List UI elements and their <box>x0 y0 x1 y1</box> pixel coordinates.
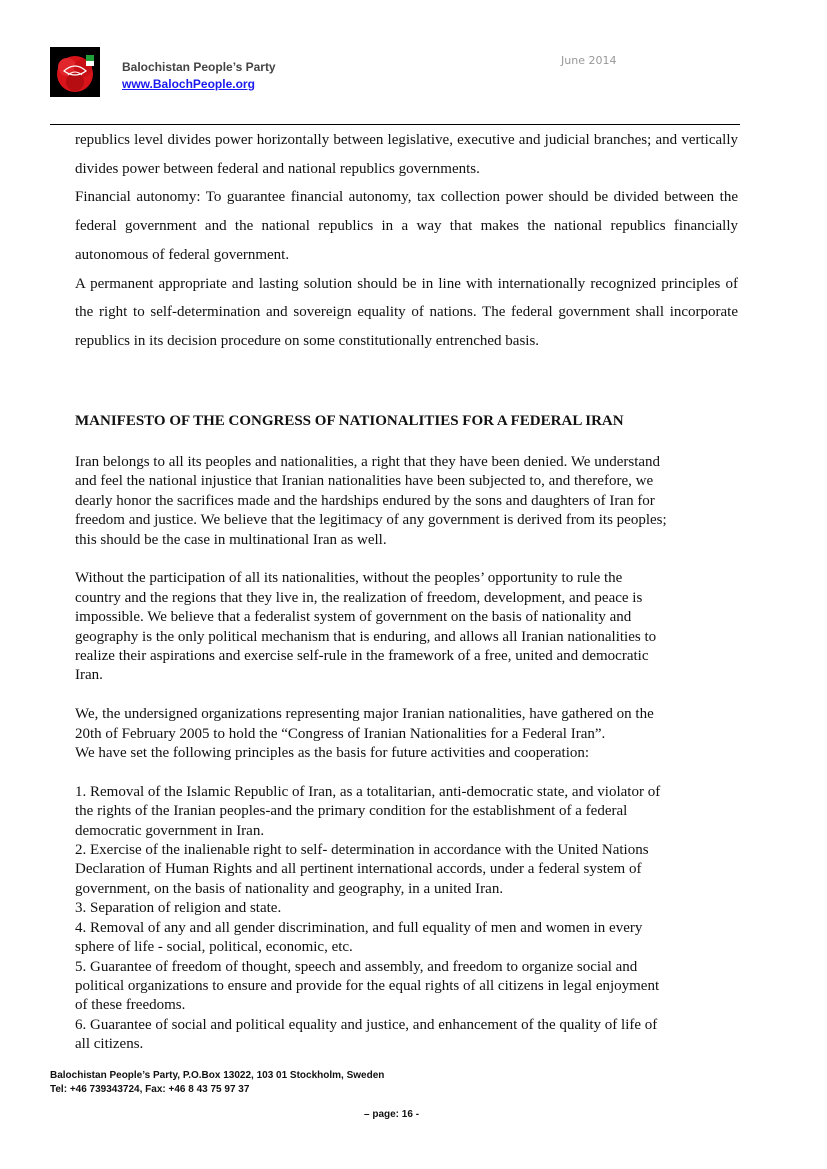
text-line: realize their aspirations and exercise self-rule in the framework of a free, united and democratic <box>75 648 649 665</box>
text-line: 20th of February 2005 to hold the “Congress of Iranian Nationalities for a Federal Iran”. <box>75 725 606 742</box>
document-date: June 2014 <box>561 54 617 67</box>
manifesto-body <box>75 453 755 1055</box>
header-divider <box>50 124 740 125</box>
text-line: geography is the only political mechanism that is enduring, and allows all Iranian nationalities to <box>75 628 657 645</box>
principle-line: 6. Guarantee of social and political equality and justice, and enhancement of the quality of life of <box>75 1016 658 1033</box>
text-line: impossible. We believe that a federalist system of government on the basis of nationality and <box>75 609 632 626</box>
principle-line: 4. Removal of any and all gender discrimination, and full equality of men and women in every <box>75 919 643 936</box>
text-line: Iran. <box>75 667 103 684</box>
page-footer <box>50 1069 384 1097</box>
text-line: We, the undersigned organizations representing major Iranian nationalities, have gathered on the <box>75 706 654 723</box>
intro-text <box>75 126 738 356</box>
text-line: and feel the national injustice that Iranian nationalities have been subjected to, and therefore, we <box>75 473 654 490</box>
principle-line: of these freedoms. <box>75 997 186 1014</box>
text-line: this should be the case in multinational Iran as well. <box>75 531 387 548</box>
principle-line: government, on the basis of nationality and geography, in a united Iran. <box>75 880 504 897</box>
text-line: freedom and justice. We believe that the legitimacy of any government is derived from its peoples; <box>75 512 667 529</box>
principle-line: all citizens. <box>75 1036 144 1053</box>
footer-address: Balochistan People’s Party, P.O.Box 13022, 103 01 Stockholm, Sweden <box>50 1070 385 1081</box>
intro-paragraph: Financial autonomy: To guarantee financial autonomy, tax collection power should be divided between the federal government and the national republics in a way that makes the national republics financially autonomous of federal government. <box>75 189 738 263</box>
text-line: dearly honor the sacrifices made and the hardships endured by the sons and daughters of Iran for <box>75 492 655 509</box>
principle-line: democratic government in Iran. <box>75 822 265 839</box>
principle-line: 1. Removal of the Islamic Republic of Iran, as a totalitarian, anti-democratic state, and violator of <box>75 783 661 800</box>
page-number: – page: 16 - <box>364 1109 420 1120</box>
manifesto-title: MANIFESTO OF THE CONGRESS OF NATIONALITIES FOR A FEDERAL IRAN <box>75 413 624 429</box>
org-name: Balochistan People’s Party <box>122 60 276 74</box>
org-website-link[interactable]: www.BalochPeople.org <box>122 77 255 91</box>
principle-line: Declaration of Human Rights and all pertinent international accords, under a federal system of <box>75 861 642 878</box>
principle-line: 3. Separation of religion and state. <box>75 900 282 917</box>
principle-line: political organizations to ensure and provide for the equal rights of all citizens in legal enjoyment <box>75 977 660 994</box>
principle-line: 2. Exercise of the inalienable right to self- determination in accordance with the United Nations <box>75 842 649 859</box>
text-line: We have set the following principles as the basis for future activities and cooperation: <box>75 745 590 762</box>
intro-paragraph: republics level divides power horizontally between legislative, executive and judicial branches; and vertically divides power between federal and national republics governments. <box>75 132 738 177</box>
party-logo <box>50 47 100 97</box>
footer-contact: Tel: +46 739343724, Fax: +46 8 43 75 97 37 <box>50 1084 250 1095</box>
text-line: Without the participation of all its nationalities, without the peoples’ opportunity to rule the <box>75 570 623 587</box>
principle-line: 5. Guarantee of freedom of thought, speech and assembly, and freedom to organize social and <box>75 958 638 975</box>
text-line: Iran belongs to all its peoples and nationalities, a right that they have been denied. We understand <box>75 454 661 470</box>
principle-line: sphere of life - social, political, economic, etc. <box>75 939 353 956</box>
intro-paragraph: A permanent appropriate and lasting solution should be in line with internationally recognized principles of the right to self-determination and sovereign equality of nations. The federal government shall incorporate republics in its decision procedure on some constitutionally entrenched basis. <box>75 275 738 349</box>
principle-line: the rights of the Iranian peoples-and the primary condition for the establishment of a federal <box>75 803 628 820</box>
text-line: country and the regions that they live in, the realization of freedom, development, and peace is <box>75 589 643 606</box>
